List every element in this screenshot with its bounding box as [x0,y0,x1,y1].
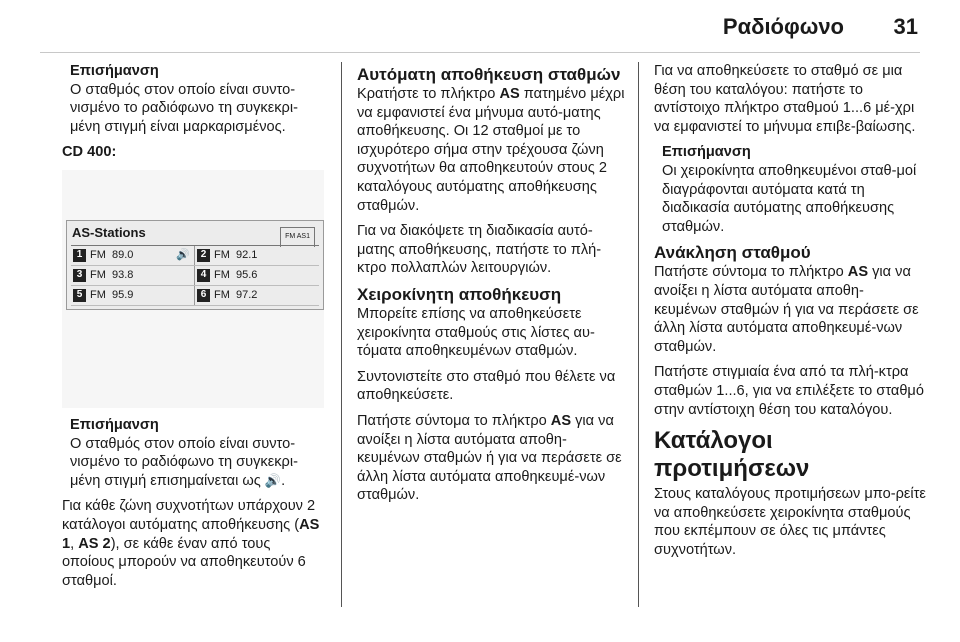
paragraph-press-as: Πατήστε σύντομα το πλήκτρο AS για να ανοίξει η λίστα αυτόματα αποθη-κευμένων σταθμών ή για να περάσετε σε άλλη λίστα αυτόματα αποθηκευμέ-νων σταθμών. [357,412,622,504]
preset-number: 5 [73,289,86,302]
as-key: AS [847,264,869,281]
cd400-display-figure [62,170,324,408]
note-text: Οι χειροκίνητα αποθηκευμένοι σταθ-μοί διαγράφονται αυτόματα κατά τη διαδικασία αυτόματης αποθήκευσης σταθμών. [662,162,917,235]
band-tab: FM AS1 [280,227,315,247]
column-1 [62,62,324,597]
paragraph-favourites: Στους καταλόγους προτιμήσεων μπο-ρείτε να αποθηκεύσετε χειροκίνητα σταθμούς που εκπέμπουν σε όλες τις μπάντες συχνοτήτων. [654,486,926,558]
preset-number: 2 [197,249,210,262]
preset-band: FM [214,289,230,302]
preset-frequency: 97.2 [236,289,258,302]
preset-number: 6 [197,289,210,302]
page-header [0,0,960,64]
column-divider-1 [341,62,342,607]
preset-1 [71,246,195,265]
paragraph-select: Πατήστε στιγμιαία ένα από τα πλή-κτρα σταθμών 1...6, για να επιλέξετε το σταθμό στην αντίστοιχη θέση του καταλόγου. [654,364,924,418]
note-manual-deleted [654,143,926,236]
note-current-station [62,416,324,490]
heading-manual-store: Χειροκίνητη αποθήκευση [357,284,562,304]
preset-band: FM [90,269,106,282]
preset-number: 4 [197,269,210,282]
column-3 [654,62,926,566]
heading-recall: Ανάκληση σταθμού [654,243,811,263]
preset-frequency: 93.8 [112,269,134,282]
paragraph-manual: Μπορείτε επίσης να αποθηκεύσετε χειροκίνητα σταθμούς στις λίστες αυ-τόματα αποθηκευμένων σταθμών. [357,305,595,360]
as-stations-screen [66,220,324,310]
preset-grid [71,245,319,306]
note-title: Επισήμανση [662,144,751,161]
note-title: Επισήμανση [70,63,159,79]
preset-row [71,266,319,286]
preset-3 [71,266,195,285]
preset-number: 3 [73,269,86,282]
page-title: Ραδιόφωνο [722,14,844,39]
note-marked-station [62,62,324,136]
preset-6 [195,286,319,305]
note-text: Ο σταθμός στον οποίο είναι συντο-νισμένο το ραδιόφωνο τη συγκεκρι-μένη στιγμή επισημαίνεται ως 🔊. [70,435,298,489]
preset-frequency: 92.1 [236,249,258,262]
header-rule [40,52,920,53]
preset-band: FM [90,249,106,262]
preset-band: FM [214,269,230,282]
note-text: Ο σταθμός στον οποίο είναι συντο-νισμένο το ραδιόφωνο τη συγκεκρι-μένη στιγμή είναι μαρκαρισμένος. [70,81,298,135]
preset-band: FM [90,289,106,302]
as1-key: AS 1 [62,516,320,552]
preset-row [71,286,319,306]
speaker-icon: 🔊 [264,472,282,488]
preset-row [71,246,319,266]
preset-2 [195,246,319,265]
page-number: 31 [893,14,918,39]
preset-4 [195,266,319,285]
column-2 [357,62,625,512]
screen-title: AS-Stations [72,224,146,240]
paragraph-auto-store: Κρατήστε το πλήκτρο AS πατημένο μέχρι να εμφανιστεί ένα μήνυμα αυτό-ματης αποθήκευσης. Οι 12 σταθμοί με το ισχυρότερο σήμα στην τρέχουσα ζώνη συχνοτήτων θα αποθηκευτούν στους 2 καταλόγους αυτόματης αποθήκευσης σταθμών. [357,86,625,214]
preset-frequency: 95.6 [236,269,258,282]
paragraph-tune: Συντονιστείτε στο σταθμό που θέλετε να αποθηκεύσετε. [357,368,616,404]
paragraph-recall: Πατήστε σύντομα το πλήκτρο AS για να ανοίξει η λίστα αυτόματα αποθη-κευμένων σταθμών ή για να περάσετε σε άλλη λίστα αυτόματα αποθηκευμέ-νων σταθμών. [654,264,919,355]
as2-key: AS 2 [78,535,111,552]
heading-auto-store: Αυτόματη αποθήκευση σταθμών [357,65,621,84]
heading-favourites: Κατάλογοι προτιμήσεων [654,427,810,483]
preset-frequency: 95.9 [112,289,134,302]
paragraph-store-position: Για να αποθηκεύσετε το σταθμό σε μια θέση του καταλόγου: πατήστε το αντίστοιχο πλήκτρο σταθμού 1...6 μέ-χρι να εμφανιστεί το μήνυμα επιβε-βαίωσης. [654,63,916,135]
column-divider-2 [638,62,639,607]
speaker-icon: 🔊 [176,249,190,262]
preset-number: 1 [73,249,86,262]
cd400-label: CD 400: [62,144,117,161]
preset-band: FM [214,249,230,262]
note-title: Επισήμανση [70,416,159,433]
as-key: AS [550,412,572,429]
preset-frequency: 89.0 [112,249,134,262]
paragraph-abort: Για να διακόψετε τη διαδικασία αυτό-ματης αποθήκευσης, πατήστε το πλή-κτρο πολλαπλών λειτουργιών. [357,223,602,277]
paragraph-as-lists: Για κάθε ζώνη συχνοτήτων υπάρχουν 2 κατάλογοι αυτόματης αποθήκευσης (AS 1, AS 2), σε κάθε έναν από τους οποίους μπορούν να αποθηκευτούν 6 σταθμοί. [62,498,320,589]
as-key: AS [499,86,520,102]
preset-5 [71,286,195,305]
